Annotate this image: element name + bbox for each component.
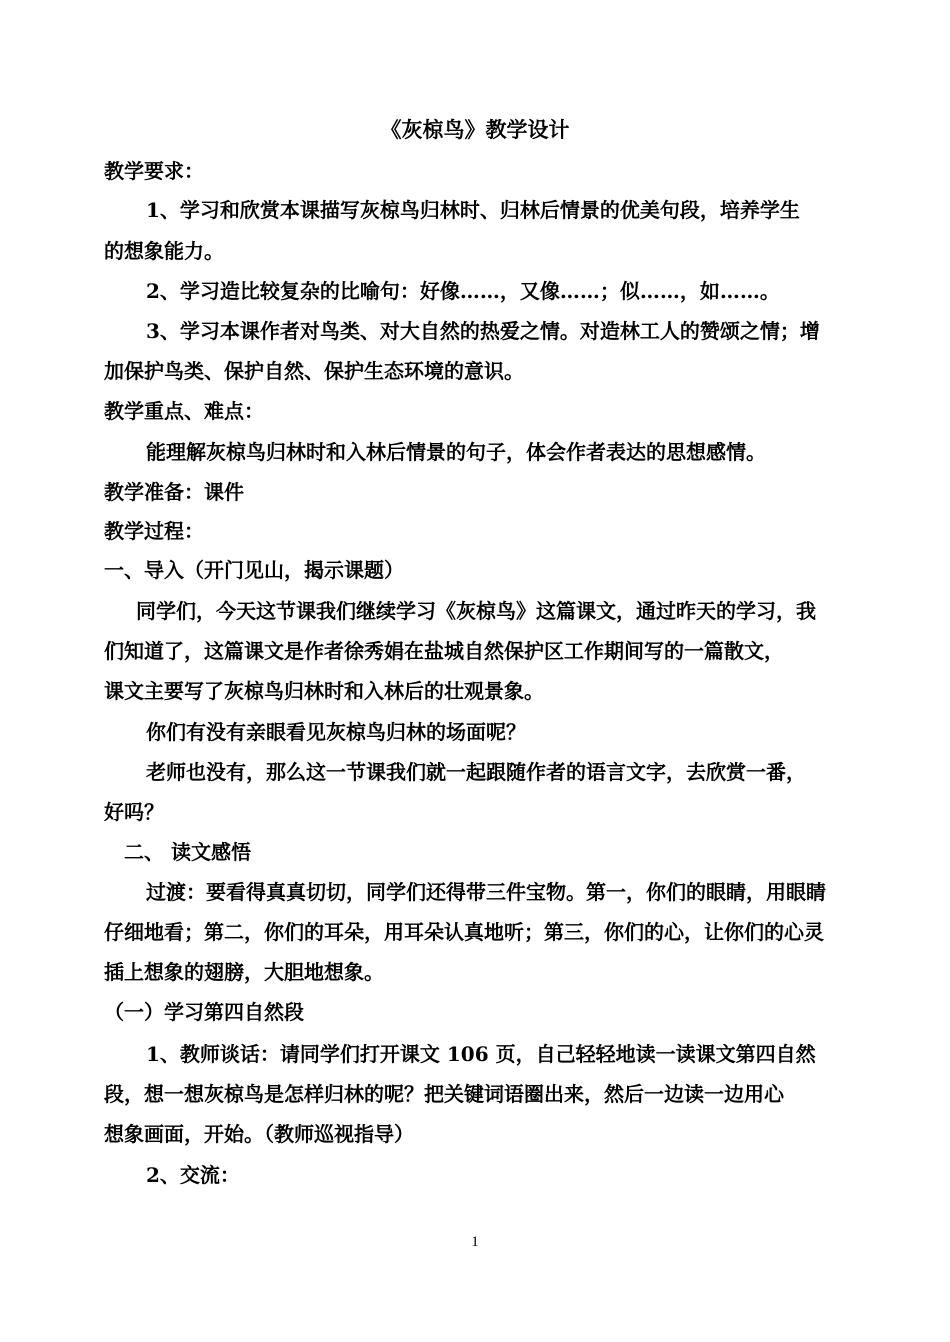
paragraph-line: 加保护鸟类、保护自然、保护生态环境的意识。 [104,359,524,383]
paragraph-line: 们知道了，这篇课文是作者徐秀娟在盐城自然保护区工作期间写的一篇散文， [104,639,784,663]
paragraph-line: 好吗？ [104,800,164,824]
paragraph-line: 同学们，今天这节课我们继续学习《灰椋鸟》这篇课文，通过昨天的学习，我 [136,599,816,623]
paragraph-line: 课文主要写了灰椋鸟归林时和入林后的壮观景象。 [104,679,544,703]
paragraph-line: 3、学习本课作者对鸟类、对大自然的热爱之情。对造林工人的赞颂之情；增 [146,319,820,343]
paragraph-line: 你们有没有亲眼看见灰椋鸟归林的场面呢？ [146,720,526,744]
paragraph-line: 能理解灰椋鸟归林时和入林后情景的句子，体会作者表达的思想感情。 [146,440,766,464]
paragraph-line: 段，想一想灰椋鸟是怎样归林的呢？把关键词语圈出来，然后一边读一边用心 [104,1082,784,1106]
heading-process: 教学过程： [104,519,204,543]
subsection-heading: （一）学习第四自然段 [104,1000,304,1024]
section-heading-intro: 一、导入（开门见山，揭示课题） [104,558,404,582]
paragraph-line: 1、教师谈话：请同学们打开课文 106 页，自己轻轻地读一读课文第四自然 [146,1042,816,1066]
paragraph-line: 1、学习和欣赏本课描写灰椋鸟归林时、归林后情景的优美句段，培养学生 [146,198,800,222]
paragraph-line: 插上想象的翅膀，大胆地想象。 [104,960,384,984]
heading-preparation: 教学准备：课件 [104,480,244,504]
section-heading-reading: 二、 读文感悟 [124,840,251,864]
heading-key-points: 教学重点、难点： [104,399,264,423]
page-number: 1 [471,1234,479,1250]
paragraph-line: 过渡：要看得真真切切，同学们还得带三件宝物。第一，你们的眼睛，用眼睛 [146,880,826,904]
paragraph-line: 仔细地看；第二，你们的耳朵，用耳朵认真地听；第三，你们的心，让你们的心灵 [104,920,824,944]
paragraph-line: 的想象能力。 [104,239,224,263]
paragraph-line: 2、学习造比较复杂的比喻句：好像……，又像……；似……，如……。 [146,279,780,303]
document-title: 《灰椋鸟》教学设计 [380,117,570,142]
paragraph-line: 2、交流： [146,1163,240,1187]
paragraph-line: 老师也没有，那么这一节课我们就一起跟随作者的语言文字，去欣赏一番， [146,760,806,784]
paragraph-line: 想象画面，开始。（教师巡视指导） [104,1122,414,1146]
heading-requirements: 教学要求： [104,159,204,183]
